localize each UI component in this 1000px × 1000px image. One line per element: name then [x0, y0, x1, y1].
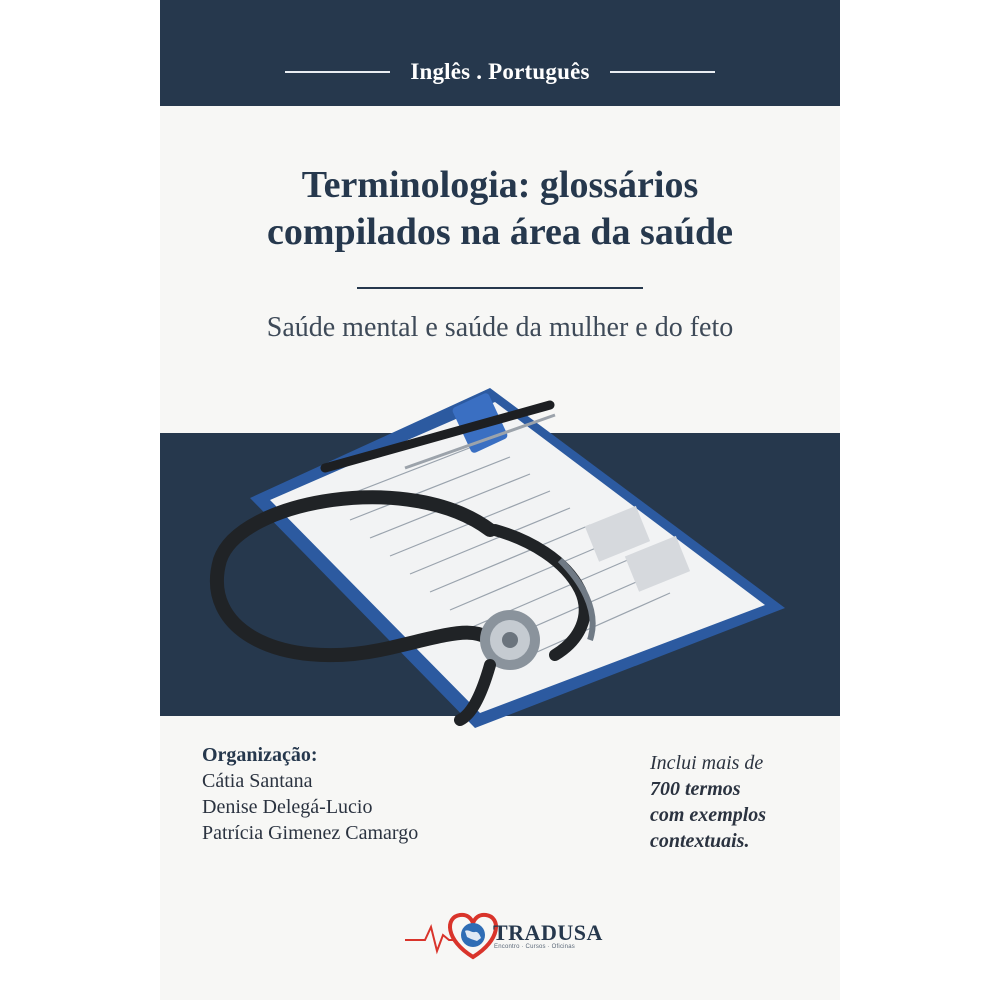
includes-line-3: com exemplos	[650, 804, 767, 826]
publisher-name: TRADUSA	[493, 920, 603, 945]
left-rule	[285, 71, 390, 73]
includes-line-4: contextuais.	[650, 830, 750, 852]
chest-piece-center	[502, 632, 518, 648]
title-divider	[357, 287, 643, 289]
editor-name: Patrícia Gimenez Camargo	[202, 822, 419, 844]
editor-name: Cátia Santana	[202, 770, 313, 792]
language-row	[160, 50, 840, 94]
title-line-2: compilados na área da saúde	[267, 211, 733, 253]
title-line-1: Terminologia: glossários	[301, 164, 699, 206]
includes-note	[650, 750, 830, 854]
languages-label: Inglês . Português	[410, 59, 590, 84]
editor-name: Denise Delegá-Lucio	[202, 796, 373, 818]
includes-line-2: 700 termos	[650, 778, 741, 800]
includes-line-1: Inclui mais de	[650, 752, 764, 774]
organization-block	[202, 742, 418, 846]
pulse-line	[405, 927, 453, 951]
right-rule	[610, 71, 715, 73]
book-subtitle: Saúde mental e saúde da mulher e do feto	[266, 312, 734, 343]
clipboard-stethoscope-icon	[160, 380, 840, 750]
organization-label: Organização:	[202, 744, 318, 766]
book-title	[160, 162, 840, 256]
publisher-tagline: Encontro · Cursos · Oficinas	[494, 944, 575, 950]
book-cover	[160, 0, 840, 1000]
